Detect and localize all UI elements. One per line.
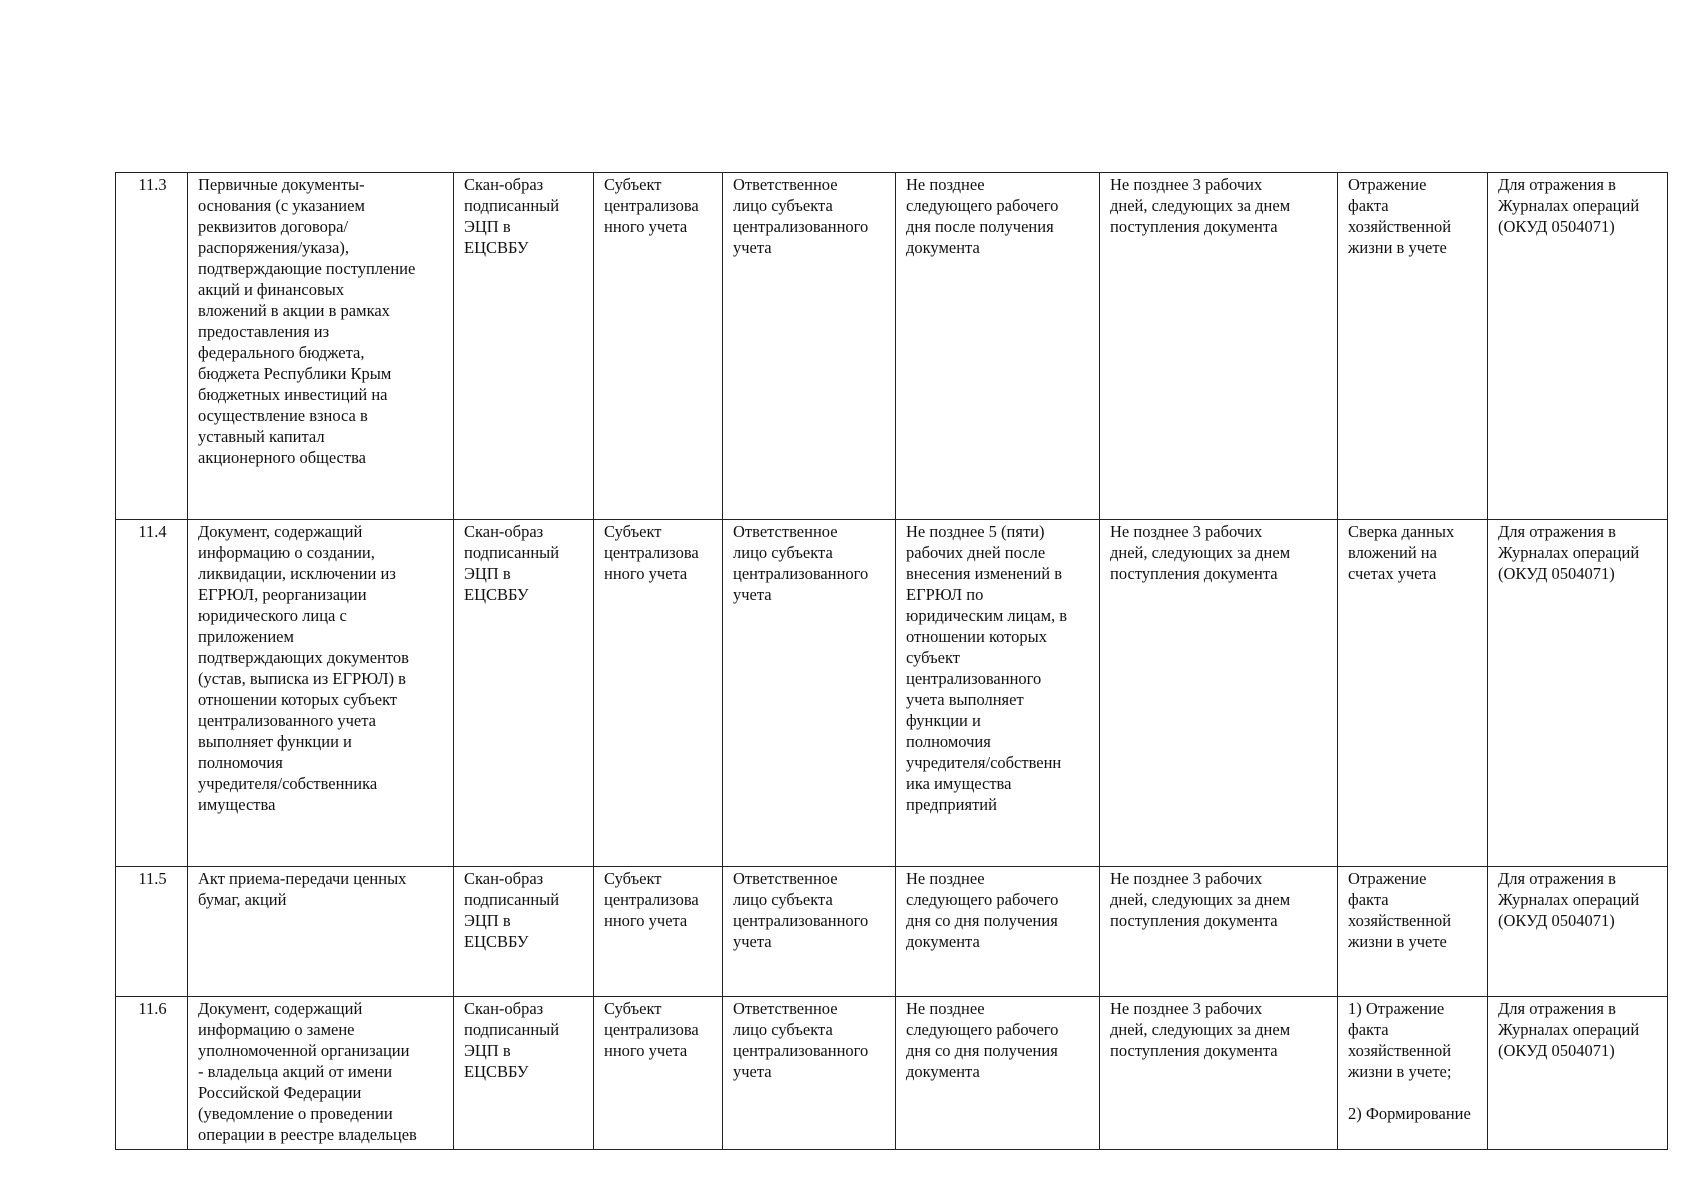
purpose-cell: Отражение факта хозяйственной жизни в учете xyxy=(1338,867,1488,997)
processing-deadline-cell: Не позднее 3 рабочих дней, следующих за днем поступления документа xyxy=(1100,867,1338,997)
purpose-cell: Сверка данных вложений на счетах учета xyxy=(1338,520,1488,867)
document-name-cell: Документ, содержащий информацию о замене уполномоченной организации - владельца акций от имени Российской Федерации (уведомление о проведении операции в реестре владельцев xyxy=(188,997,454,1150)
purpose-cell: Отражение факта хозяйственной жизни в учете xyxy=(1338,173,1488,520)
table-row xyxy=(116,867,1668,997)
submitting-subject-cell: Субъект централизова нного учета xyxy=(594,173,723,520)
submission-deadline-cell: Не позднее 5 (пяти) рабочих дней после внесения изменений в ЕГРЮЛ по юридическим лицам, в отношении которых субъект централизованного учета выполняет функции и полномочия учредителя/собственн ика имущества предприятий xyxy=(896,520,1100,867)
document-form-cell: Скан-образ подписанный ЭЦП в ЕЦСВБУ xyxy=(454,867,594,997)
row-number: 11.6 xyxy=(116,997,188,1150)
responsible-person-cell: Ответственное лицо субъекта централизованного учета xyxy=(723,867,896,997)
registry-cell: Для отражения в Журналах операций (ОКУД 0504071) xyxy=(1488,520,1668,867)
submission-deadline-cell: Не позднее следующего рабочего дня после получения документа xyxy=(896,173,1100,520)
submitting-subject-cell: Субъект централизова нного учета xyxy=(594,997,723,1150)
registry-cell: Для отражения в Журналах операций (ОКУД 0504071) xyxy=(1488,173,1668,520)
submission-deadline-cell: Не позднее следующего рабочего дня со дня получения документа xyxy=(896,867,1100,997)
processing-deadline-cell: Не позднее 3 рабочих дней, следующих за днем поступления документа xyxy=(1100,173,1338,520)
row-number: 11.3 xyxy=(116,173,188,520)
document-name-cell: Первичные документы- основания (с указанием реквизитов договора/ распоряжения/указа), подтверждающие поступление акций и финансовых вложений в акции в рамках предоставления из федерального бюджета, бюджета Республики Крым бюджетных инвестиций на осуществление взноса в уставный капитал акционерного общества xyxy=(188,173,454,520)
responsible-person-cell: Ответственное лицо субъекта централизованного учета xyxy=(723,997,896,1150)
row-number: 11.4 xyxy=(116,520,188,867)
submission-deadline-cell: Не позднее следующего рабочего дня со дня получения документа xyxy=(896,997,1100,1150)
table-row xyxy=(116,173,1668,520)
submitting-subject-cell: Субъект централизова нного учета xyxy=(594,520,723,867)
responsible-person-cell: Ответственное лицо субъекта централизованного учета xyxy=(723,520,896,867)
document-table xyxy=(115,172,1668,1150)
processing-deadline-cell: Не позднее 3 рабочих дней, следующих за днем поступления документа xyxy=(1100,520,1338,867)
submitting-subject-cell: Субъект централизова нного учета xyxy=(594,867,723,997)
document-form-cell: Скан-образ подписанный ЭЦП в ЕЦСВБУ xyxy=(454,173,594,520)
registry-cell: Для отражения в Журналах операций (ОКУД 0504071) xyxy=(1488,867,1668,997)
table-row xyxy=(116,997,1668,1150)
table-row xyxy=(116,520,1668,867)
purpose-cell: 1) Отражение факта хозяйственной жизни в учете; 2) Формирование xyxy=(1338,997,1488,1150)
processing-deadline-cell: Не позднее 3 рабочих дней, следующих за днем поступления документа xyxy=(1100,997,1338,1150)
document-name-cell: Документ, содержащий информацию о создании, ликвидации, исключении из ЕГРЮЛ, реорганизации юридического лица с приложением подтверждающих документов (устав, выписка из ЕГРЮЛ) в отношении которых субъект централизованного учета выполняет функции и полномочия учредителя/собственника имущества xyxy=(188,520,454,867)
row-number: 11.5 xyxy=(116,867,188,997)
responsible-person-cell: Ответственное лицо субъекта централизованного учета xyxy=(723,173,896,520)
document-form-cell: Скан-образ подписанный ЭЦП в ЕЦСВБУ xyxy=(454,997,594,1150)
document-name-cell: Акт приема-передачи ценных бумаг, акций xyxy=(188,867,454,997)
registry-cell: Для отражения в Журналах операций (ОКУД 0504071) xyxy=(1488,997,1668,1150)
document-form-cell: Скан-образ подписанный ЭЦП в ЕЦСВБУ xyxy=(454,520,594,867)
